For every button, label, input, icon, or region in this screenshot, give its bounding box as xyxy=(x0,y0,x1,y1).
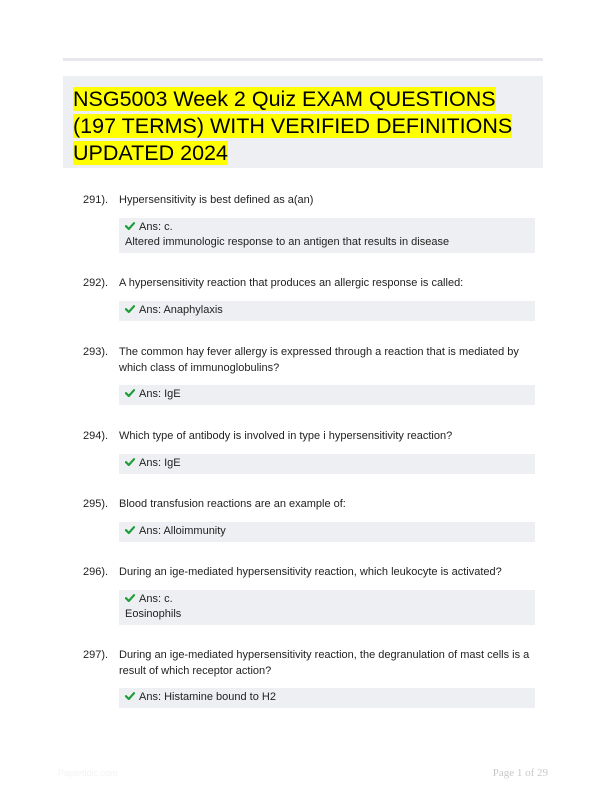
question-text: Hypersensitivity is best defined as a(an) xyxy=(119,194,314,206)
check-icon xyxy=(125,525,135,535)
question-number: 291). xyxy=(83,194,109,206)
question-text: Blood transfusion reactions are an example of: xyxy=(119,498,346,510)
check-icon xyxy=(125,221,135,231)
answer-text: Ans: c. xyxy=(139,593,173,605)
answer-box xyxy=(119,301,535,321)
check-icon xyxy=(125,457,135,467)
answer-box xyxy=(119,218,535,253)
check-icon xyxy=(125,593,135,603)
question-number: 294). xyxy=(83,430,109,442)
question-number: 297). xyxy=(83,649,109,661)
question-text: During an ige-mediated hypersensitivity reaction, which leukocyte is activated? xyxy=(119,566,502,578)
check-icon xyxy=(125,304,135,314)
answer-box xyxy=(119,385,535,405)
answer-box xyxy=(119,454,535,474)
page-number: Page 1 of 29 xyxy=(492,767,548,779)
check-icon xyxy=(125,691,135,701)
question-text: The common hay fever allergy is expressed through a reaction that is mediated by which class of immunoglobulins? xyxy=(119,346,519,374)
answer-text: Ans: c. xyxy=(139,221,173,233)
question-text: Which type of antibody is involved in type i hypersensitivity reaction? xyxy=(119,430,453,442)
answer-box xyxy=(119,688,535,708)
question-number: 295). xyxy=(83,498,109,510)
answer-line xyxy=(125,524,529,539)
answer-line xyxy=(125,303,529,318)
answer-line xyxy=(125,592,529,607)
answer-line xyxy=(125,456,529,471)
answer-text: Ans: Histamine bound to H2 xyxy=(139,691,276,703)
footer-site-watermark: Papertidic.com xyxy=(58,768,118,778)
answer-detail: Eosinophils xyxy=(125,608,182,620)
question-text: During an ige-mediated hypersensitivity reaction, the degranulation of mast cells is a result of which receptor action? xyxy=(119,649,530,677)
question-text: A hypersensitivity reaction that produces an allergic response is called: xyxy=(119,277,464,289)
title-banner xyxy=(63,76,543,168)
answer-box xyxy=(119,522,535,542)
answer-detail: Altered immunologic response to an antigen that results in disease xyxy=(125,236,450,248)
check-icon xyxy=(125,388,135,398)
top-divider xyxy=(63,58,543,61)
answer-box xyxy=(119,590,535,625)
answer-text: Ans: IgE xyxy=(139,457,181,469)
question-number: 293). xyxy=(83,346,109,358)
answer-text: Ans: Alloimmunity xyxy=(139,525,226,537)
answer-line xyxy=(125,690,529,705)
page-title xyxy=(73,86,533,167)
question-number: 292). xyxy=(83,277,109,289)
question-number: 296). xyxy=(83,566,109,578)
answer-line xyxy=(125,220,529,235)
answer-text: Ans: Anaphylaxis xyxy=(139,304,223,316)
answer-text: Ans: IgE xyxy=(139,388,181,400)
page-title-text: NSG5003 Week 2 Quiz EXAM QUESTIONS (197 TERMS) WITH VERIFIED DEFINITIONS UPDATED 2024 xyxy=(73,87,513,165)
answer-line xyxy=(125,387,529,402)
